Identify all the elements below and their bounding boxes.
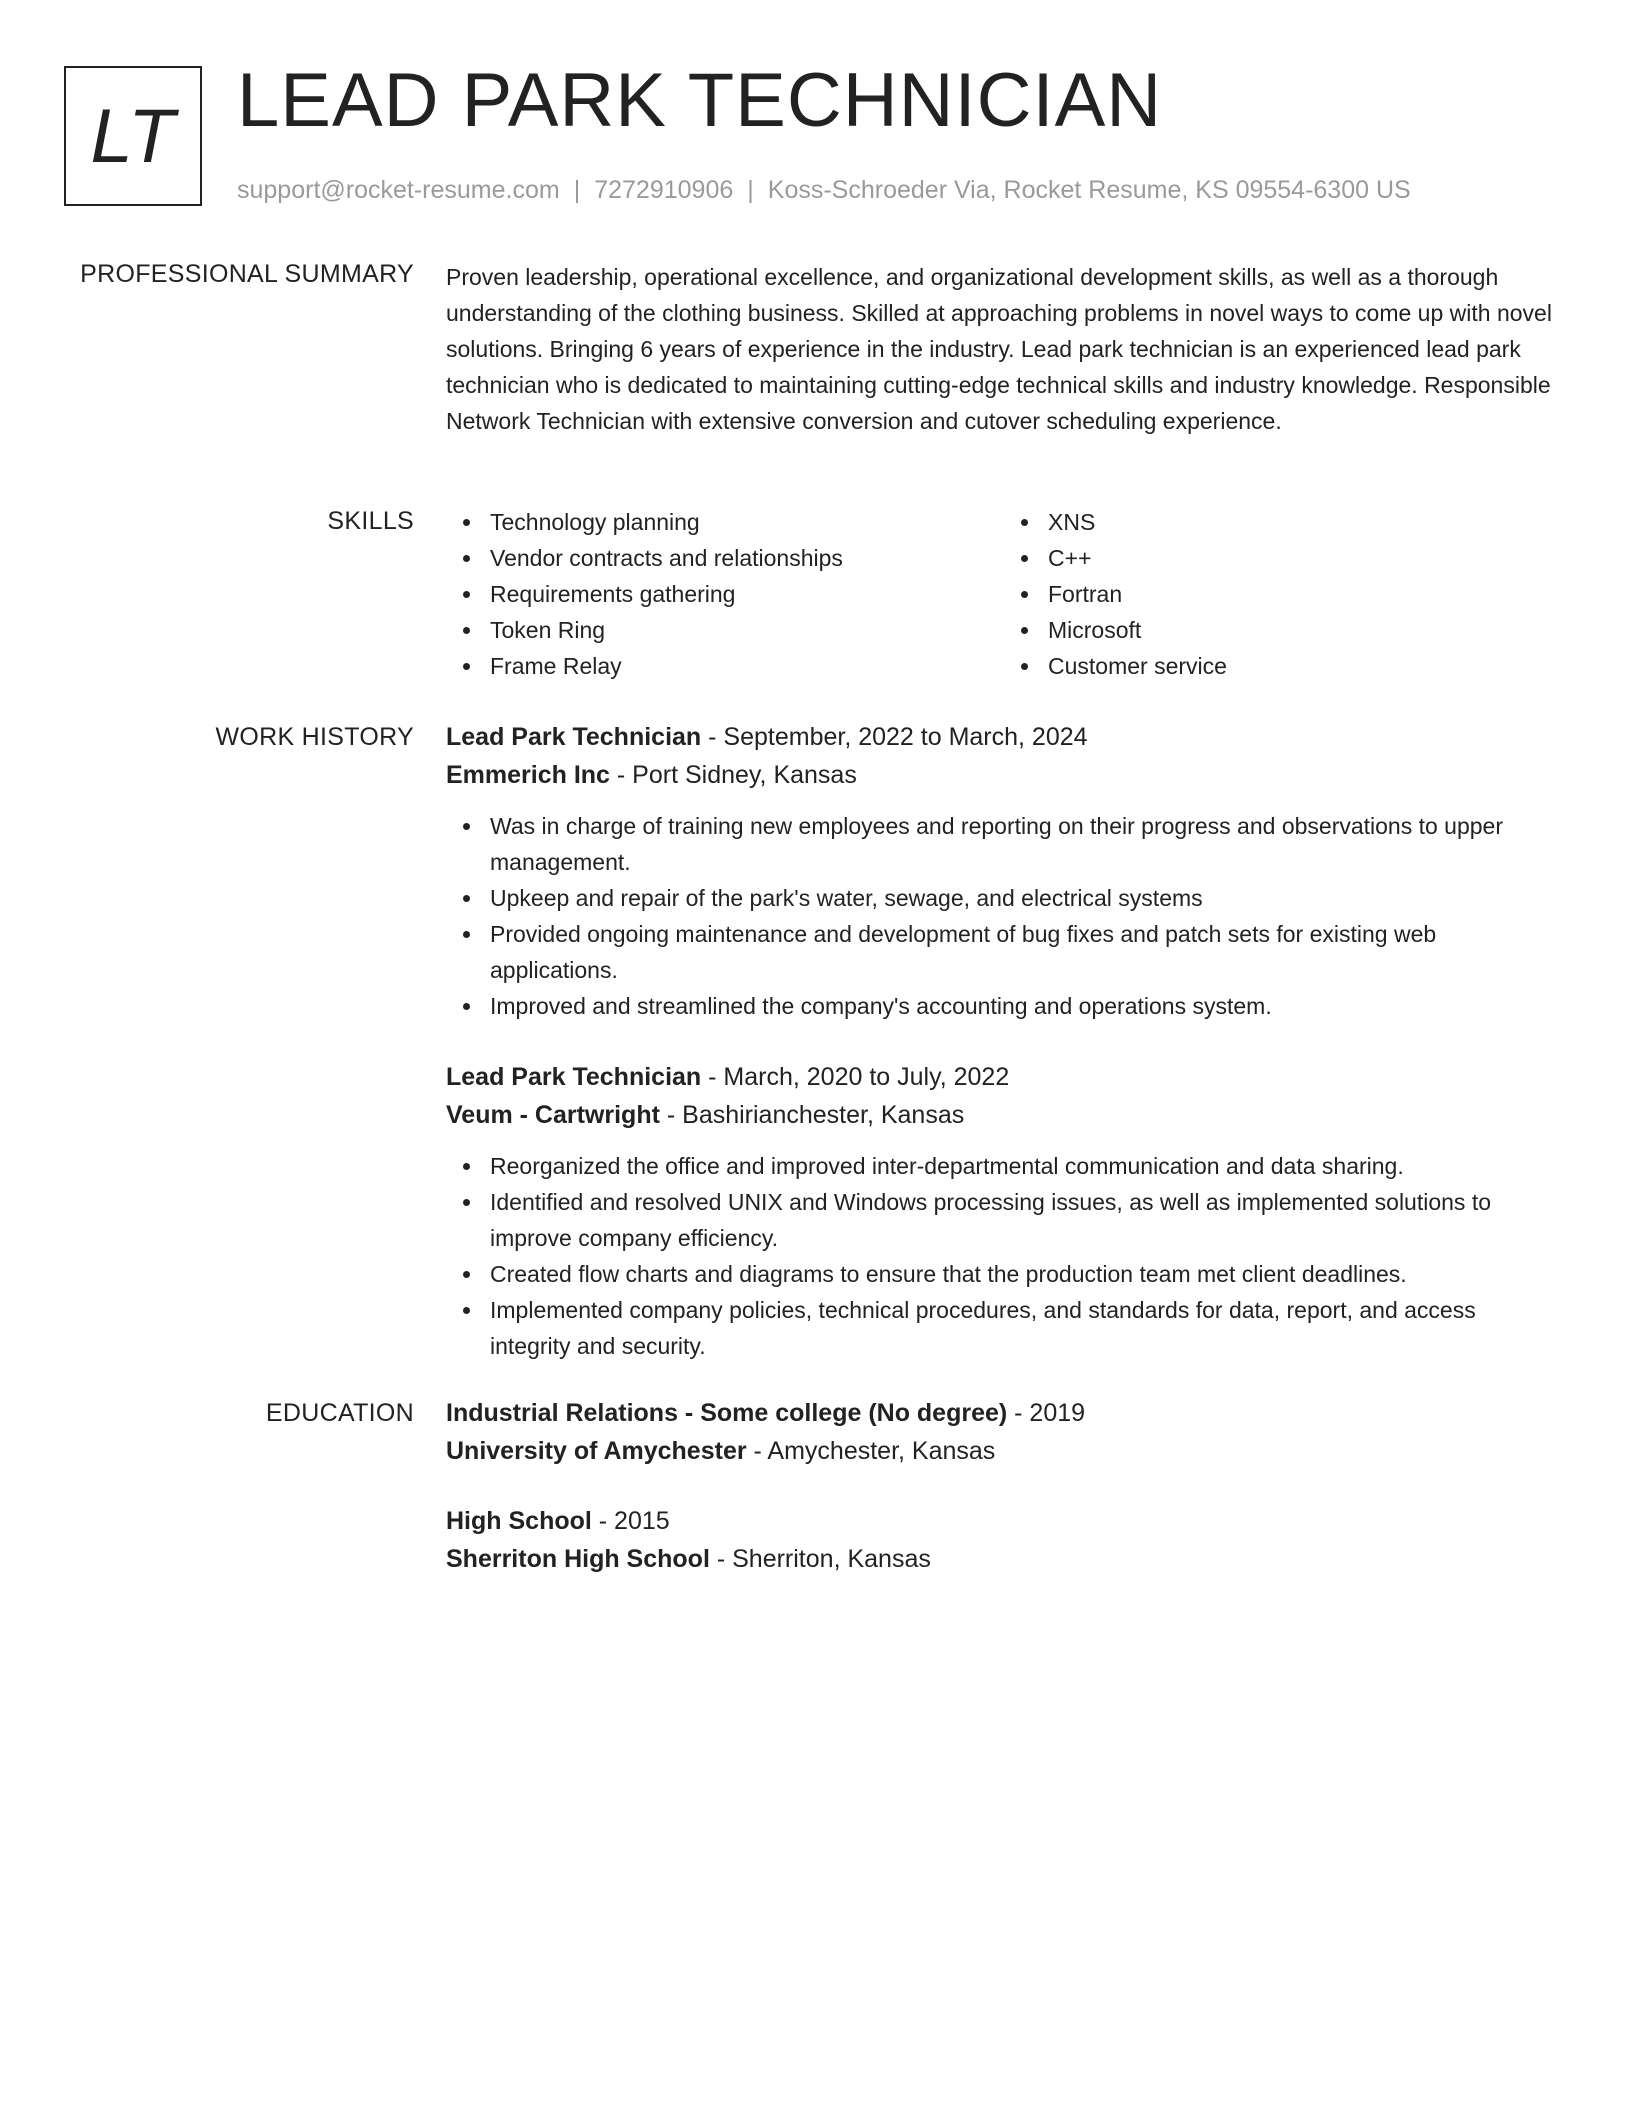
education-degree: High School bbox=[446, 1507, 592, 1535]
education-school: University of Amychester bbox=[446, 1437, 747, 1465]
skill-item: XNS bbox=[1048, 504, 1562, 540]
contact-address: Koss-Schroeder Via, Rocket Resume, KS 09554-6300 US bbox=[767, 176, 1411, 204]
job-bullet: Implemented company policies, technical procedures, and standards for data, report, and access integrity and security. bbox=[490, 1292, 1562, 1364]
job-entry bbox=[446, 718, 1562, 1024]
job-bullet: Upkeep and repair of the park's water, sewage, and electrical systems bbox=[490, 880, 1562, 916]
job-bullets bbox=[446, 1148, 1562, 1364]
education-degree: Industrial Relations - Some college (No degree) bbox=[446, 1399, 1008, 1427]
job-role: Lead Park Technician bbox=[446, 723, 702, 751]
candidate-name: LEAD PARK TECHNICIAN bbox=[237, 58, 1163, 143]
skills-heading: SKILLS bbox=[327, 507, 414, 535]
education-degree-line bbox=[446, 1394, 1562, 1432]
skill-item: Token Ring bbox=[490, 612, 1004, 648]
job-bullet: Was in charge of training new employees and reporting on their progress and observations to upper management. bbox=[490, 808, 1562, 880]
skills-list-left bbox=[446, 504, 1004, 684]
job-role: Lead Park Technician bbox=[446, 1063, 702, 1091]
education-entry bbox=[446, 1502, 1562, 1578]
job-title-line bbox=[446, 718, 1562, 756]
skill-item: Fortran bbox=[1048, 576, 1562, 612]
education-school-line bbox=[446, 1540, 1562, 1578]
job-bullets bbox=[446, 808, 1562, 1024]
skill-item: Technology planning bbox=[490, 504, 1004, 540]
work-history-heading: WORK HISTORY bbox=[215, 723, 414, 751]
job-employer: Emmerich Inc bbox=[446, 761, 610, 789]
skills-list-right bbox=[1004, 504, 1562, 684]
skills-body bbox=[446, 504, 1562, 684]
job-location: - Bashirianchester, Kansas bbox=[659, 1101, 965, 1129]
job-bullet: Reorganized the office and improved inter-departmental communication and data sharing. bbox=[490, 1148, 1562, 1184]
skill-item: Vendor contracts and relationships bbox=[490, 540, 1004, 576]
skill-item: Microsoft bbox=[1048, 612, 1562, 648]
work-history-body bbox=[446, 718, 1562, 1364]
job-employer: Veum - Cartwright bbox=[446, 1101, 660, 1129]
job-title-line bbox=[446, 1058, 1562, 1096]
summary-text: Proven leadership, operational excellence, and organizational development skills, as well as a thorough understanding of the clothing business. Skilled at approaching problems in novel ways to come up with novel solutions. Bringing 6 years of experience in the industry. Lead park technician is an experienced lead park technician who is dedicated to maintaining cutting-edge technical skills and industry knowledge. Responsible Network Technician with extensive conversion and cutover scheduling experience. bbox=[446, 264, 1552, 434]
education-heading: EDUCATION bbox=[265, 1399, 414, 1427]
skill-item: Customer service bbox=[1048, 648, 1562, 684]
summary-heading: PROFESSIONAL SUMMARY bbox=[80, 260, 414, 288]
education-school: Sherriton High School bbox=[446, 1545, 710, 1573]
job-employer-line bbox=[446, 1096, 1562, 1134]
education-entry bbox=[446, 1394, 1562, 1470]
skill-item: Frame Relay bbox=[490, 648, 1004, 684]
job-bullet: Created flow charts and diagrams to ensure that the production team met client deadlines. bbox=[490, 1256, 1562, 1292]
education-location: - Sherriton, Kansas bbox=[709, 1545, 931, 1573]
contact-email: support@rocket-resume.com bbox=[237, 176, 560, 204]
job-dates: - September, 2022 to March, 2024 bbox=[701, 723, 1088, 751]
job-bullet: Improved and streamlined the company's accounting and operations system. bbox=[490, 988, 1562, 1024]
education-location: - Amychester, Kansas bbox=[746, 1437, 996, 1465]
contact-separator: | bbox=[747, 176, 754, 204]
education-degree-line bbox=[446, 1502, 1562, 1540]
job-bullet: Provided ongoing maintenance and development of bug fixes and patch sets for existing web applications. bbox=[490, 916, 1562, 988]
education-body bbox=[446, 1394, 1562, 1578]
job-dates: - March, 2020 to July, 2022 bbox=[701, 1063, 1010, 1091]
summary-body bbox=[446, 259, 1562, 439]
monogram-logo: LT bbox=[64, 66, 202, 206]
skill-item: Requirements gathering bbox=[490, 576, 1004, 612]
education-year: - 2019 bbox=[1007, 1399, 1086, 1427]
contact-phone: 7272910906 bbox=[594, 176, 734, 204]
job-employer-line bbox=[446, 756, 1562, 794]
contact-separator: | bbox=[573, 176, 581, 204]
skills-columns bbox=[446, 504, 1562, 684]
contact-line bbox=[237, 174, 1411, 206]
education-year: - 2015 bbox=[591, 1507, 670, 1535]
skill-item: C++ bbox=[1048, 540, 1562, 576]
job-location: - Port Sidney, Kansas bbox=[609, 761, 857, 789]
job-bullet: Identified and resolved UNIX and Windows processing issues, as well as implemented solutions to improve company efficiency. bbox=[490, 1184, 1562, 1256]
education-school-line bbox=[446, 1432, 1562, 1470]
job-entry bbox=[446, 1058, 1562, 1364]
